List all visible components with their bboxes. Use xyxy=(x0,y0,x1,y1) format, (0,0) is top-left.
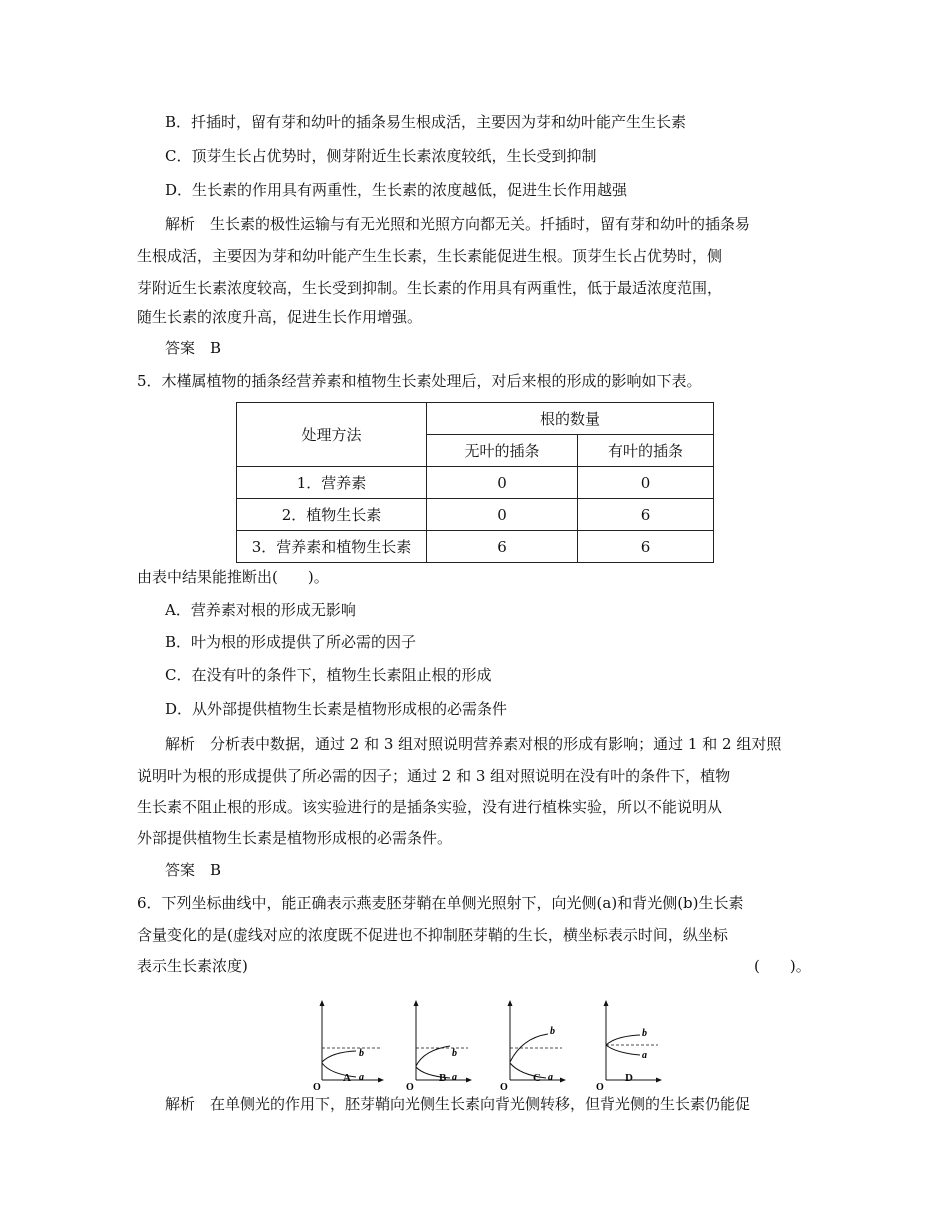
q4-analysis-line-3: 芽附近生长素浓度较高，生长受到抑制。生长素的作用具有两重性，低于最适浓度范围， xyxy=(137,279,723,297)
q5-option-c: C．在没有叶的条件下，植物生长素阻止根的形成 xyxy=(165,666,492,684)
header-method: 处理方法 xyxy=(237,403,427,467)
q5-analysis-line-1: 解析 分析表中数据，通过 2 和 3 组对照说明营养素对根的形成有影响；通过 1 和 2 组对照 xyxy=(165,735,782,753)
row-with-leaf-value: 0 xyxy=(578,467,714,499)
row-with-leaf-value: 6 xyxy=(578,499,714,531)
curve-label-a: a xyxy=(452,1072,457,1083)
q4-analysis-line-2: 生根成活，主要因为芽和幼叶能产生生长素，生长素能促进生根。顶芽生长占优势时，侧 xyxy=(137,247,723,265)
curve-label-b: b xyxy=(550,1026,555,1037)
row-no-leaf-value: 0 xyxy=(427,499,578,531)
q6-answer-bracket: ( )。 xyxy=(754,957,811,975)
table-row xyxy=(237,467,714,499)
curve-label-b: b xyxy=(642,1028,647,1039)
origin-label: O xyxy=(313,1082,321,1090)
origin-label: O xyxy=(596,1082,604,1090)
curve-label-a: a xyxy=(548,1072,553,1083)
q4-analysis-line-4: 随生长素的浓度升高，促进生长作用增强。 xyxy=(137,308,423,326)
q5-option-a: A．营养素对根的形成无影响 xyxy=(165,601,356,619)
header-no-leaf: 无叶的插条 xyxy=(427,435,578,467)
q6-graphs xyxy=(310,1000,670,1090)
graph-label-d: D xyxy=(625,1072,633,1084)
row-with-leaf-value: 6 xyxy=(578,531,714,563)
row-no-leaf-value: 6 xyxy=(427,531,578,563)
q4-analysis-line-1: 解析 生长素的极性运输与有无光照和光照方向都无关。扦插时，留有芽和幼叶的插条易 xyxy=(165,215,751,233)
origin-label: O xyxy=(406,1082,414,1090)
results-table xyxy=(236,402,714,563)
q5-option-b: B．叶为根的形成提供了所必需的因子 xyxy=(165,633,417,651)
row-method: 2．植物生长素 xyxy=(237,499,427,531)
graph-label-a: A xyxy=(343,1072,351,1084)
option-c: C．顶芽生长占优势时，侧芽附近生长素浓度较纸，生长受到抑制 xyxy=(165,147,597,165)
q6-stem-line-2: 含量变化的是(虚线对应的浓度既不促进也不抑制胚芽鞘的生长，横坐标表示时间，纵坐标 xyxy=(137,926,728,944)
header-with-leaf: 有叶的插条 xyxy=(578,435,714,467)
option-b: B．扦插时，留有芽和幼叶的插条易生根成活，主要因为芽和幼叶能产生生长素 xyxy=(165,113,687,131)
q5-option-d: D．从外部提供植物生长素是植物形成根的必需条件 xyxy=(165,700,508,718)
table-row xyxy=(237,531,714,563)
curve-label-a: a xyxy=(642,1050,647,1061)
curve-label-a: a xyxy=(359,1072,364,1083)
graph-label-b: B xyxy=(439,1072,447,1084)
q6-analysis-line-1: 解析 在单侧光的作用下，胚芽鞘向光侧生长素向背光侧转移，但背光侧的生长素仍能促 xyxy=(165,1095,751,1113)
option-d: D．生长素的作用具有两重性，生长素的浓度越低，促进生长作用越强 xyxy=(165,181,628,199)
q6-stem-line-3: 表示生长素浓度) xyxy=(137,957,248,975)
q5-answer: 答案 B xyxy=(165,861,222,879)
q5-analysis-line-3: 生长素不阻止根的形成。该实验进行的是插条实验，没有进行植株实验，所以不能说明从 xyxy=(137,798,723,816)
row-method: 1．营养素 xyxy=(237,467,427,499)
origin-label: O xyxy=(500,1082,508,1090)
q5-question: 由表中结果能推断出( )。 xyxy=(137,568,329,586)
q5-analysis-line-4: 外部提供植物生长素是植物形成根的必需条件。 xyxy=(137,829,453,847)
row-no-leaf-value: 0 xyxy=(427,467,578,499)
q5-analysis-line-2: 说明叶为根的形成提供了所必需的因子；通过 2 和 3 组对照说明在没有叶的条件下，植物 xyxy=(137,767,731,785)
q4-answer: 答案 B xyxy=(165,339,222,357)
table-row xyxy=(237,499,714,531)
row-method: 3．营养素和植物生长素 xyxy=(237,531,427,563)
curve-label-b: b xyxy=(359,1048,364,1059)
q6-stem-line-1: 6．下列坐标曲线中，能正确表示燕麦胚芽鞘在单侧光照射下，向光侧(a)和背光侧(b)生长素 xyxy=(137,894,744,912)
graph-label-c: C xyxy=(533,1072,541,1084)
header-root-count: 根的数量 xyxy=(427,403,714,435)
curve-label-b: b xyxy=(452,1048,457,1059)
q5-stem: 5．木槿属植物的插条经营养素和植物生长素处理后，对后来根的形成的影响如下表。 xyxy=(137,372,702,390)
